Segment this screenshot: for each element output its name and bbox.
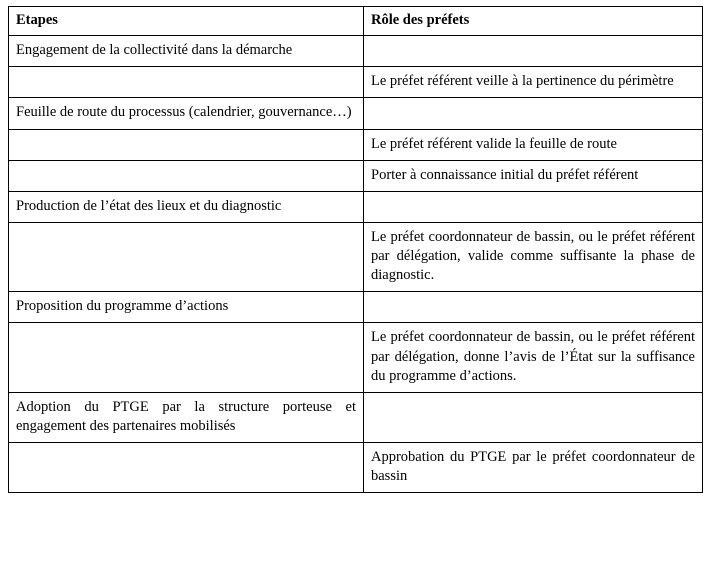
cell-role	[364, 292, 703, 323]
cell-etape: Engagement de la collectivité dans la démarche	[9, 36, 364, 67]
steps-prefect-roles-table	[8, 6, 703, 493]
cell-etape	[9, 443, 364, 493]
cell-role	[364, 36, 703, 67]
cell-etape	[9, 222, 364, 291]
column-header-role: Rôle des préfets	[364, 7, 703, 36]
cell-role: Le préfet référent veille à la pertinence du périmètre	[364, 67, 703, 98]
cell-role: Porter à connaissance initial du préfet référent	[364, 160, 703, 191]
cell-etape: Feuille de route du processus (calendrier, gouvernance…)	[9, 98, 364, 129]
cell-etape: Adoption du PTGE par la structure porteuse et engagement des partenaires mobilisés	[9, 392, 364, 442]
table-row	[9, 67, 703, 98]
table-header-row	[9, 7, 703, 36]
table-row	[9, 222, 703, 291]
cell-etape	[9, 129, 364, 160]
cell-role: Approbation du PTGE par le préfet coordonnateur de bassin	[364, 443, 703, 493]
cell-role	[364, 98, 703, 129]
table-row	[9, 292, 703, 323]
table-row	[9, 129, 703, 160]
cell-role	[364, 392, 703, 442]
cell-role: Le préfet référent valide la feuille de route	[364, 129, 703, 160]
cell-etape	[9, 323, 364, 392]
cell-etape	[9, 67, 364, 98]
cell-etape: Production de l’état des lieux et du diagnostic	[9, 191, 364, 222]
table-row	[9, 191, 703, 222]
cell-etape: Proposition du programme d’actions	[9, 292, 364, 323]
cell-etape	[9, 160, 364, 191]
table-row	[9, 36, 703, 67]
table-row	[9, 98, 703, 129]
cell-role: Le préfet coordonnateur de bassin, ou le préfet référent par délégation, valide comme suffisante la phase de diagnostic.	[364, 222, 703, 291]
table-row	[9, 160, 703, 191]
cell-role: Le préfet coordonnateur de bassin, ou le préfet référent par délégation, donne l’avis de l’État sur la suffisance du programme d’actions.	[364, 323, 703, 392]
cell-role	[364, 191, 703, 222]
column-header-etapes: Etapes	[9, 7, 364, 36]
table-row	[9, 392, 703, 442]
table-row	[9, 443, 703, 493]
table-row	[9, 323, 703, 392]
